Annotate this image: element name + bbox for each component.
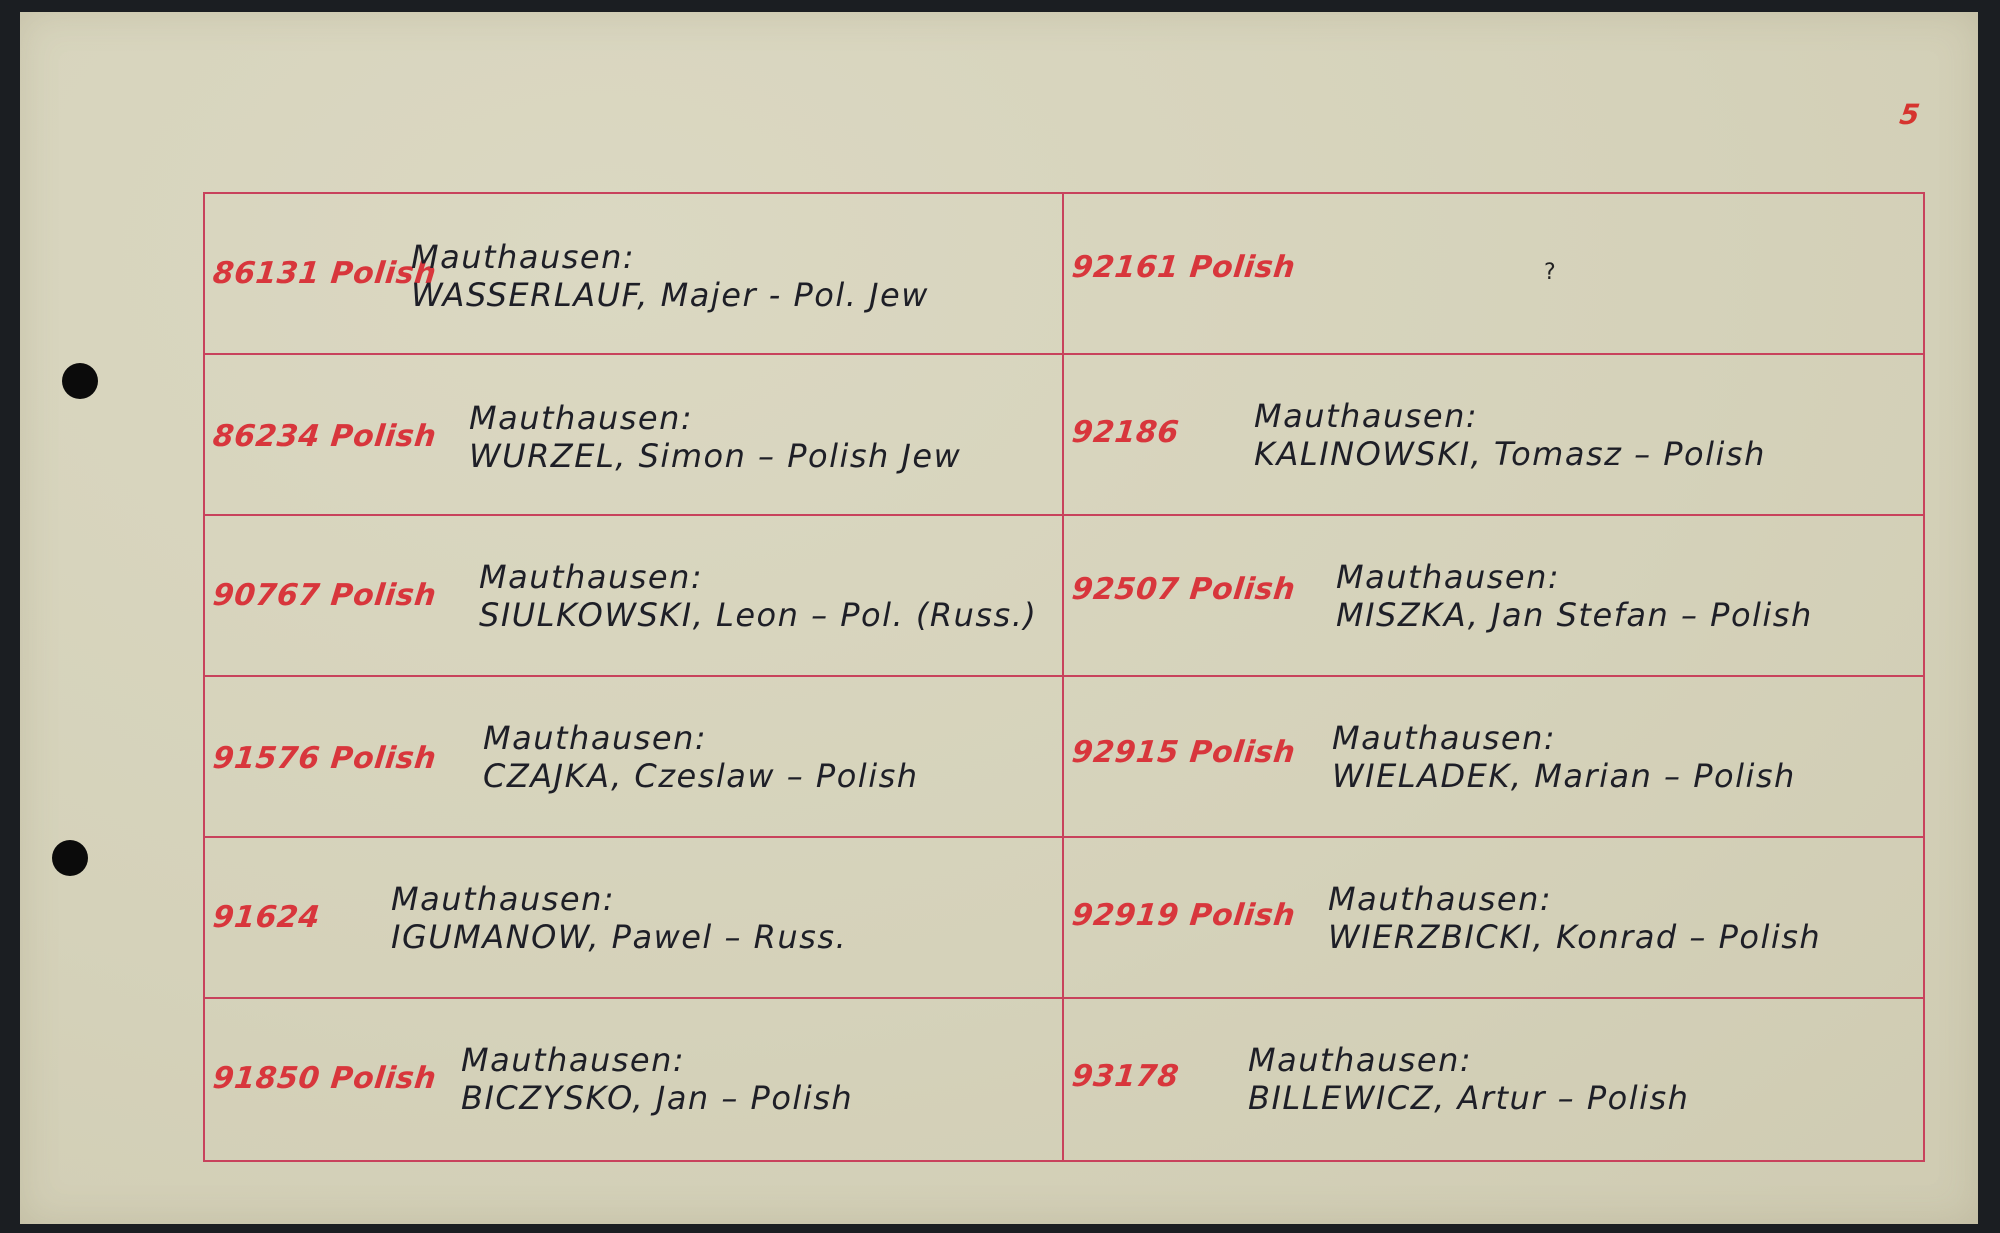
table-cell <box>205 677 1064 838</box>
entry-text <box>461 1041 853 1117</box>
prisoner-name-line: IGUMANOW, Pawel – Russ. <box>391 918 848 956</box>
table-cell <box>205 516 1064 677</box>
entry-text <box>411 238 929 314</box>
prisoner-number: 92161 Polish <box>1070 250 1298 285</box>
camp-label: Mauthausen: <box>483 719 708 757</box>
camp-label: Mauthausen: <box>1254 397 1479 435</box>
prisoner-name-line: CZAJKA, Czeslaw – Polish <box>483 757 919 795</box>
entry-text <box>1336 558 1813 634</box>
table-cell <box>205 194 1064 355</box>
table-cell <box>1064 677 1923 838</box>
prisoner-number: 92507 Polish <box>1070 572 1298 607</box>
prisoner-number: 91624 <box>211 900 322 935</box>
prisoner-number: 93178 <box>1070 1059 1181 1094</box>
prisoner-number: 90767 Polish <box>211 578 439 613</box>
punch-hole <box>52 840 88 876</box>
camp-label: Mauthausen: <box>1332 719 1557 757</box>
prisoner-number: 91850 Polish <box>211 1061 439 1096</box>
entry-text <box>1328 880 1821 956</box>
camp-label: Mauthausen: <box>1328 880 1553 918</box>
prisoner-number: 91576 Polish <box>211 741 439 776</box>
question-mark: ? <box>1544 260 1556 285</box>
prisoner-name-line: WASSERLAUF, Majer - Pol. Jew <box>411 276 929 314</box>
prisoner-number: 92915 Polish <box>1070 735 1298 770</box>
camp-label: Mauthausen: <box>1336 558 1561 596</box>
prisoner-name-line: WIERZBICKI, Konrad – Polish <box>1328 918 1822 956</box>
entry-text <box>1248 1041 1689 1117</box>
prisoner-name-line: KALINOWSKI, Tomasz – Polish <box>1254 435 1766 473</box>
camp-label: Mauthausen: <box>391 880 616 918</box>
table-cell <box>1064 355 1923 516</box>
prisoner-name-line: WURZEL, Simon – Polish Jew <box>469 437 962 475</box>
camp-label: Mauthausen: <box>461 1041 686 1079</box>
table-cell <box>1064 999 1923 1160</box>
punch-hole <box>62 363 98 399</box>
index-card <box>20 12 1978 1224</box>
entry-text <box>479 558 1037 634</box>
table-cell <box>205 355 1064 516</box>
camp-label: Mauthausen: <box>469 399 694 437</box>
entry-text <box>1254 397 1766 473</box>
entry-text <box>391 880 847 956</box>
camp-label: Mauthausen: <box>411 238 636 276</box>
table-cell <box>1064 838 1923 999</box>
camp-label: Mauthausen: <box>479 558 704 596</box>
prisoner-name-line: SIULKOWSKI, Leon – Pol. (Russ.) <box>479 596 1038 634</box>
prisoner-name-line: WIELADEK, Marian – Polish <box>1332 757 1796 795</box>
prisoner-number: 86131 Polish <box>211 256 439 291</box>
prisoner-number: 92919 Polish <box>1070 898 1298 933</box>
table-cell <box>1064 516 1923 677</box>
prisoner-number: 86234 Polish <box>211 419 439 454</box>
prisoner-name-line: BICZYSKO, Jan – Polish <box>461 1079 854 1117</box>
table-cell <box>205 838 1064 999</box>
prisoner-number: 92186 <box>1070 415 1181 450</box>
page-number: 5 <box>1897 98 1922 131</box>
entry-text <box>483 719 919 795</box>
prisoner-table <box>203 192 1925 1162</box>
entry-text <box>1332 719 1796 795</box>
prisoner-name-line: BILLEWICZ, Artur – Polish <box>1248 1079 1690 1117</box>
table-cell <box>205 999 1064 1160</box>
table-cell <box>1064 194 1923 355</box>
entry-text <box>469 399 961 475</box>
prisoner-name-line: MISZKA, Jan Stefan – Polish <box>1336 596 1813 634</box>
camp-label: Mauthausen: <box>1248 1041 1473 1079</box>
